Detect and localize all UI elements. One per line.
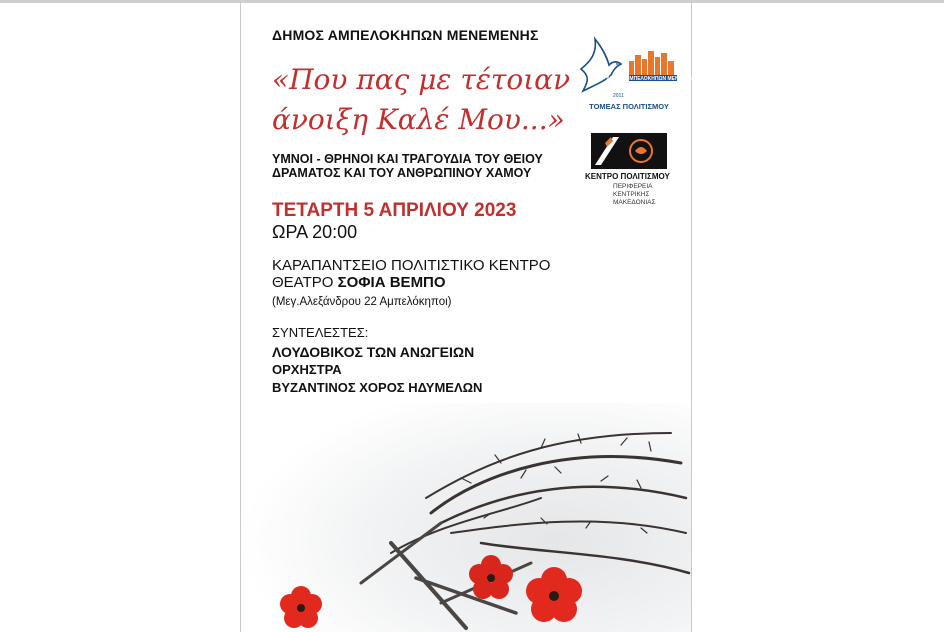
crown-of-thorns-artwork	[241, 403, 691, 632]
venue-prefix: ΘΕΑΤΡΟ	[272, 274, 334, 291]
contributor-item: ΒΥΖΑΝΤΙΝΟΣ ΧΟΡΟΣ ΗΔΥΜΕΛΩΝ	[272, 380, 483, 395]
culture-center-logo	[591, 133, 667, 169]
skyline-icon	[629, 51, 674, 75]
logo-year-text: 2011	[613, 93, 624, 99]
venue-line-1: ΚΑΡΑΠΑΝΤΣΕΙΟ ΠΟΛΙΤΙΣΤΙΚΟ ΚΕΝΤΡΟ	[272, 257, 551, 274]
municipality-header: ΔΗΜΟΣ ΑΜΠΕΛΟΚΗΠΩΝ ΜΕΝΕΜΕΝΗΣ	[272, 27, 539, 43]
event-title-line-1: «Που πας με τέτοιαν	[272, 63, 571, 96]
venue-name: ΣΟΦΙΑ ΒΕΜΠΟ	[337, 274, 446, 291]
culture-center-sub: ΠΕΡΙΦΕΡΕΙΑ	[613, 183, 653, 190]
event-poster	[241, 3, 700, 632]
event-time: ΩΡΑ 20:00	[272, 222, 358, 242]
logo-name-text: ΔΗΜΟΣ ΑΜΠΕΛΟΚΗΠΩΝ ΜΕΝΕΜΕΝΗΣ	[606, 76, 700, 82]
event-date: ΤΕΤΑΡΤΗ 5 ΑΠΡΙΛΙΟΥ 2023	[272, 200, 517, 221]
page-edge-right	[691, 0, 692, 632]
event-title-line-2: άνοιξη Καλέ Μου...»	[272, 103, 565, 136]
venue-address: (Μεγ.Αλεξάνδρου 22 Αμπελόκηποι)	[272, 296, 452, 308]
contributor-item: ΛΟΥΔΟΒΙΚΟΣ ΤΩΝ ΑΝΩΓΕΙΩΝ	[272, 344, 475, 360]
contributors-heading: ΣΥΝΤΕΛΕΣΤΕΣ:	[272, 325, 369, 340]
venue-line-2	[272, 274, 446, 291]
event-subtitle-line-1: ΥΜΝΟΙ - ΘΡΗΝΟΙ ΚΑΙ ΤΡΑΓΟΥΔΙΑ ΤΟΥ ΘΕΙΟΥ	[272, 152, 543, 166]
event-subtitle-line-2: ΔΡΑΜΑΤΟΣ ΚΑΙ ΤΟΥ ΑΝΘΡΩΠΙΝΟΥ ΧΑΜΟΥ	[272, 166, 532, 180]
dove-icon	[581, 39, 621, 91]
municipality-logo-subtitle: ΤΟΜΕΑΣ ΠΟΛΙΤΙΣΜΟΥ	[589, 102, 669, 111]
contributor-item: ΟΡΧΗΣΤΡΑ	[272, 362, 342, 377]
culture-center-name: ΚΕΝΤΡΟ ΠΟΛΙΤΙΣΜΟΥ	[585, 172, 670, 181]
culture-center-sub: ΚΕΝΤΡΙΚΗΣ	[613, 191, 650, 198]
culture-center-sub: ΜΑΚΕΔΟΝΙΑΣ	[613, 199, 656, 206]
